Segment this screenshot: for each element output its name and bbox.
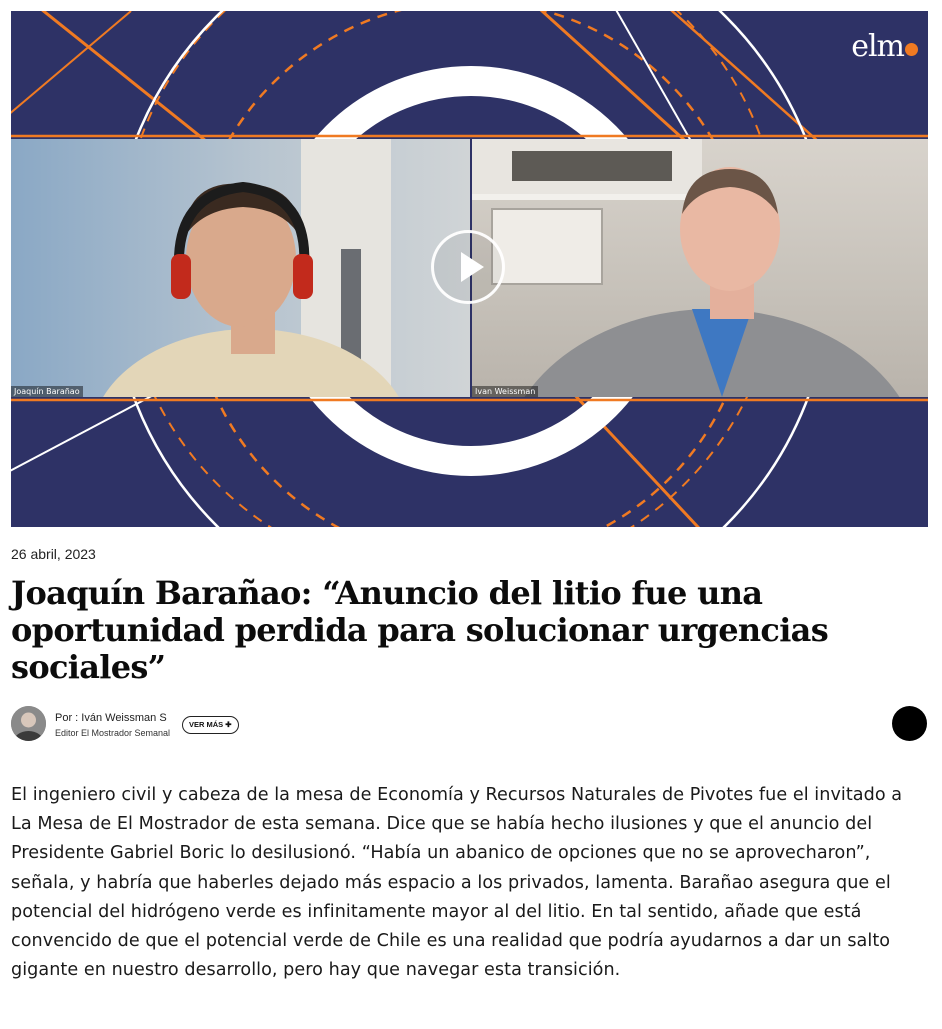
see-more-button[interactable]: VER MÁS ✚	[182, 716, 239, 734]
play-button[interactable]	[431, 230, 505, 304]
article-body: El ingeniero civil y cabeza de la mesa de Economía y Recursos Naturales de Pivotes fue el invitado a La Mesa de El Mostrador de esta semana. Dice que se había hecho ilusiones y que el anuncio del Presidente Gabriel Boric lo desilusionó. “Había un abanico de opciones que no se aprovecharon”, señala, y habría que haberles dejado más espacio a los privados, lamenta. Barañao asegura que el potencial del hidrógeno verde es infinitamente mayor al del litio. En tal sentido, añade que está convencido de que el potencial verde de Chile es una realidad que podría ayudarnos a dar un salto gigante en nuestro desarrollo, pero hay que navegar esta transición.	[11, 785, 903, 981]
video-thumbnail[interactable]	[11, 11, 928, 527]
article-date: 26 abril, 2023	[11, 546, 96, 562]
participant-left-image	[11, 139, 470, 397]
elmo-logo	[851, 29, 918, 64]
play-icon	[434, 233, 502, 301]
logo-text: elm	[851, 29, 904, 64]
article-title: Joaquín Barañao: “Anuncio del litio fue una oportunidad perdida para solucionar urgencias sociales”	[11, 574, 829, 686]
participant-left-name: Joaquín Barañao	[11, 386, 83, 397]
participant-right-image	[472, 139, 928, 397]
participant-left-video	[11, 139, 470, 397]
share-button[interactable]	[892, 706, 927, 741]
author-block	[11, 706, 928, 744]
author-avatar[interactable]	[11, 706, 46, 741]
author-byline[interactable]: Por : Iván Weissman S	[55, 712, 167, 724]
participant-right-name: Ivan Weissman	[472, 386, 538, 397]
logo-dot-icon	[905, 43, 918, 56]
avatar-image	[11, 706, 46, 741]
author-role: Editor El Mostrador Semanal	[55, 728, 171, 738]
participant-right-video	[472, 139, 928, 397]
